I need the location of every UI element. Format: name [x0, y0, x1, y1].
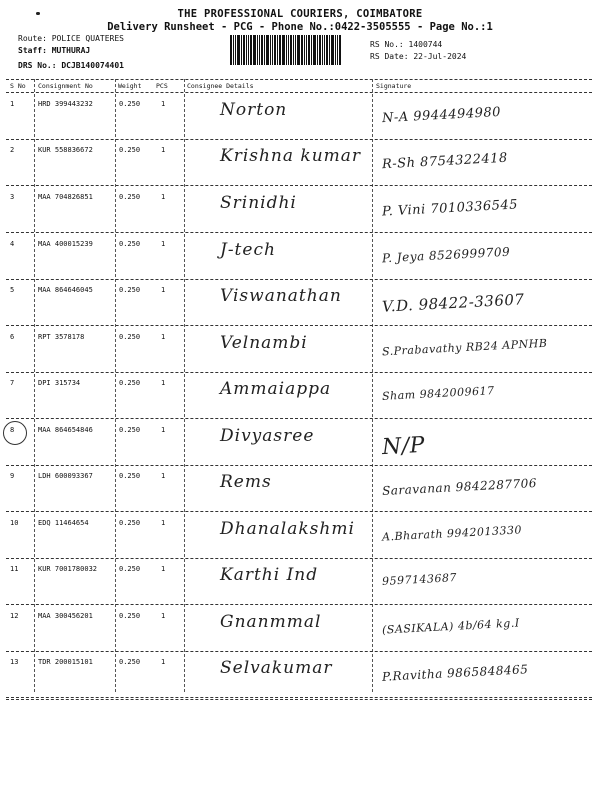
route-label: Route: POLICE QUATERES [18, 34, 124, 43]
row-separator [6, 372, 592, 373]
row-signature-handwritten: Saravanan 9842287706 [381, 475, 538, 499]
row-signature-handwritten: R-Sh 8754322418 [381, 150, 509, 173]
row-pcs: 1 [161, 333, 166, 341]
row-sno: 1 [10, 100, 15, 108]
row-signature-handwritten: (SASIKALA) 4b/64 kg.I [381, 616, 520, 637]
barcode-bar [233, 35, 234, 65]
row-separator [6, 325, 592, 326]
row-consignee-handwritten: Ammaiappa [220, 379, 332, 399]
barcode-bar [257, 35, 258, 65]
barcode-bar [250, 35, 252, 65]
row-sno: 13 [10, 658, 19, 666]
runsheet-title: THE PROFESSIONAL COURIERS, COIMBATORE [177, 8, 423, 20]
rs-date: RS Date: 22-Jul-2024 [370, 52, 467, 61]
barcode-bar [270, 35, 271, 65]
row-consignment-no: KUR 558836672 [38, 146, 93, 154]
column-divider [184, 79, 185, 692]
row-pcs: 1 [161, 240, 166, 248]
row-pcs: 1 [161, 146, 166, 154]
barcode-bar [286, 35, 287, 65]
row-consignment-no: RPT 3578178 [38, 333, 85, 341]
row-consignee-handwritten: Karthi Ind [220, 565, 319, 585]
header-bottom-rule [6, 92, 592, 93]
barcode-bar [308, 35, 310, 65]
row-signature-handwritten: N-A 9944494980 [381, 104, 502, 127]
row-sno: 7 [10, 379, 15, 387]
barcode-bar [319, 35, 321, 65]
row-pcs: 1 [161, 472, 166, 480]
row-consignee-handwritten: Viswanathan [220, 286, 342, 306]
row-consignment-no: MAA 300456201 [38, 612, 93, 620]
row-consignment-no: KUR 7001780032 [38, 565, 98, 573]
row-pcs: 1 [161, 519, 166, 527]
runsheet-subtitle: Delivery Runsheet - PCG - Phone No.:0422-3505555 - Page No.:1 [107, 21, 493, 33]
barcode-bar [237, 35, 240, 65]
row-separator [6, 558, 592, 559]
row-consignment-no: HRD 399443232 [38, 100, 93, 108]
row-weight: 0.250 [119, 100, 141, 108]
row-consignee-handwritten: Velnambi [220, 333, 308, 353]
row-sno: 10 [10, 519, 19, 527]
row-signature-handwritten: N/P [381, 432, 426, 461]
barcode-bar [313, 35, 316, 65]
row-separator [6, 697, 592, 698]
barcode-bar [230, 35, 232, 65]
row-separator [6, 185, 592, 186]
row-signature-handwritten: S.Prabavathy RB24 APNHB [381, 336, 548, 359]
row-consignment-no: MAA 864654846 [38, 426, 93, 434]
row-pcs: 1 [161, 565, 166, 573]
row-weight: 0.250 [119, 472, 141, 480]
barcode-bar [264, 35, 265, 65]
barcode-bar [322, 35, 323, 65]
staff-label: Staff: MUTHURAJ [18, 46, 91, 55]
barcode-bar [311, 35, 312, 65]
barcode-bar [259, 35, 260, 65]
barcode-bar [243, 35, 245, 65]
row-consignment-no: LDH 600093367 [38, 472, 93, 480]
table-end-rule [6, 699, 592, 700]
row-signature-handwritten: 9597143687 [381, 571, 458, 588]
row-consignment-no: MAA 704826851 [38, 193, 93, 201]
row-signature-handwritten: P.Ravitha 9865848465 [381, 662, 529, 684]
row-pcs: 1 [161, 612, 166, 620]
column-divider [34, 79, 35, 692]
barcode-bar [339, 35, 341, 65]
row-weight: 0.250 [119, 612, 141, 620]
row-consignment-no: MAA 864646045 [38, 286, 93, 294]
col-header-consignee: Consignee Details [187, 82, 254, 90]
header-top-rule [6, 79, 592, 80]
row-consignment-no: DPI 315734 [38, 379, 81, 387]
row-weight: 0.250 [119, 565, 141, 573]
barcode-bar [266, 35, 269, 65]
col-header-signature: Signature [376, 82, 412, 90]
barcode-bar [253, 35, 256, 65]
row-sno: 6 [10, 333, 15, 341]
row-pcs: 1 [161, 286, 166, 294]
barcode-bar [297, 35, 300, 65]
barcode-bar [306, 35, 307, 65]
row-consignee-handwritten: Dhanalakshmi [220, 519, 355, 539]
barcode-bar [248, 35, 249, 65]
col-header-pcs: PCS [156, 82, 168, 90]
row-sno: 8 [10, 426, 15, 434]
row-separator [6, 511, 592, 512]
row-separator [6, 232, 592, 233]
row-sno: 4 [10, 240, 15, 248]
row-signature-handwritten: P. Jeya 8526999709 [381, 244, 511, 266]
row-weight: 0.250 [119, 146, 141, 154]
row-weight: 0.250 [119, 193, 141, 201]
row-signature-handwritten: P. Vini 7010336545 [381, 197, 519, 220]
barcode-bar [272, 35, 273, 65]
barcode-bar [235, 35, 236, 65]
row-sno: 2 [10, 146, 15, 154]
barcode-bar [277, 35, 278, 65]
row-weight: 0.250 [119, 240, 141, 248]
row-pcs: 1 [161, 100, 166, 108]
barcode-bar [326, 35, 328, 65]
row-weight: 0.250 [119, 519, 141, 527]
barcode-bar [241, 35, 242, 65]
barcode-bar [274, 35, 276, 65]
row-consignment-no: TDR 200015101 [38, 658, 93, 666]
barcode-bar [337, 35, 338, 65]
barcode-bar [304, 35, 305, 65]
barcode-bar [261, 35, 263, 65]
row-sno: 3 [10, 193, 15, 201]
barcode-bar [293, 35, 294, 65]
row-sno: 9 [10, 472, 15, 480]
barcode-bar [301, 35, 303, 65]
row-consignee-handwritten: Gnanmmal [220, 612, 322, 632]
column-divider [372, 79, 373, 692]
barcode-bar [331, 35, 334, 65]
row-weight: 0.250 [119, 333, 141, 341]
row-sno: 5 [10, 286, 15, 294]
row-separator [6, 418, 592, 419]
row-separator [6, 465, 592, 466]
barcode-bar [246, 35, 247, 65]
rs-number: RS No.: 1400744 [370, 40, 443, 49]
column-divider [115, 79, 116, 692]
row-separator [6, 604, 592, 605]
row-consignee-handwritten: Selvakumar [220, 658, 333, 678]
row-consignee-handwritten: Divyasree [220, 426, 315, 446]
row-sno: 11 [10, 565, 19, 573]
barcode-bar [279, 35, 281, 65]
col-header-sno: S No [10, 82, 26, 90]
row-signature-handwritten: A.Bharath 9942013330 [381, 523, 523, 544]
row-consignment-no: MAA 400015239 [38, 240, 93, 248]
row-weight: 0.250 [119, 379, 141, 387]
hand-drawn-circle [3, 421, 27, 445]
row-signature-handwritten: Sham 9842009617 [381, 384, 495, 403]
row-pcs: 1 [161, 193, 166, 201]
row-pcs: 1 [161, 658, 166, 666]
row-pcs: 1 [161, 379, 166, 387]
row-consignee-handwritten: Srinidhi [220, 193, 297, 213]
row-consignee-handwritten: Norton [220, 100, 288, 120]
barcode-bar [288, 35, 289, 65]
row-consignment-no: EDQ 11464654 [38, 519, 89, 527]
row-weight: 0.250 [119, 426, 141, 434]
barcode-bar [295, 35, 296, 65]
row-signature-handwritten: V.D. 98422-33607 [381, 290, 525, 316]
barcode-bar [329, 35, 330, 65]
row-sno: 12 [10, 612, 19, 620]
row-pcs: 1 [161, 426, 166, 434]
row-separator [6, 651, 592, 652]
row-separator [6, 279, 592, 280]
col-header-consignment: Consignment No [38, 82, 93, 90]
drs-number: DRS No.: DCJB140074401 [18, 61, 124, 70]
row-consignee-handwritten: Krishna kumar [220, 146, 362, 166]
barcode-bar [335, 35, 336, 65]
row-separator [6, 139, 592, 140]
barcode-bar [317, 35, 318, 65]
row-weight: 0.250 [119, 658, 141, 666]
row-consignee-handwritten: Rems [220, 472, 272, 492]
row-weight: 0.250 [119, 286, 141, 294]
barcode-bar [282, 35, 285, 65]
col-header-weight: Weight [118, 82, 142, 90]
barcode [230, 35, 362, 65]
barcode-bar [290, 35, 292, 65]
row-consignee-handwritten: J-tech [220, 240, 276, 260]
barcode-bar [324, 35, 325, 65]
